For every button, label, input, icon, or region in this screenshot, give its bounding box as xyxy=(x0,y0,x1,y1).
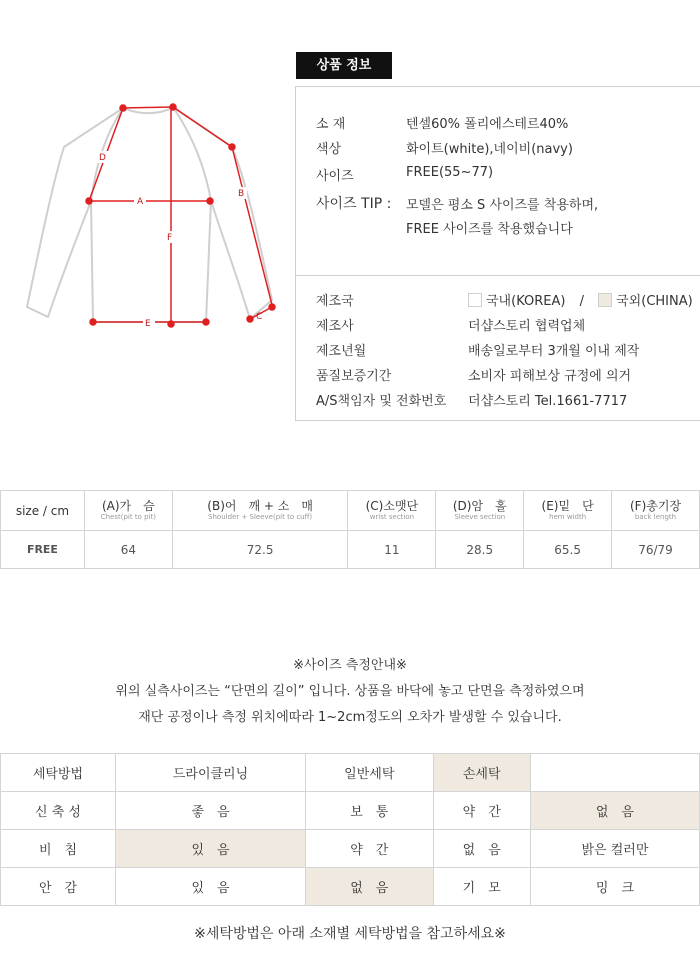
measure-lines xyxy=(86,104,275,327)
origin-separator: / xyxy=(579,294,584,309)
info-key-maker: 제조사 xyxy=(316,319,354,334)
col-label: (B)어 깨 + 소 매 xyxy=(207,499,313,513)
info-value-size-tip: 모델은 평소 S 사이즈를 착용하며, xyxy=(406,198,599,213)
care-cell: 기 모 xyxy=(433,868,530,906)
care-cell: 일반세탁 xyxy=(306,754,434,792)
origin-korea-checkbox xyxy=(468,293,482,307)
care-row-sheer xyxy=(1,830,700,868)
care-cell: 약 간 xyxy=(306,830,434,868)
col-label: (A)가 슴 xyxy=(101,499,155,513)
size-table xyxy=(0,490,700,569)
info-value-size-tip-2: FREE 사이즈를 착용했습니다 xyxy=(406,222,573,237)
origin-china-checkbox xyxy=(598,293,612,307)
size-value-shoulder-sleeve: 72.5 xyxy=(172,531,348,569)
size-col-wrist xyxy=(348,491,436,531)
col-sub: wrist section xyxy=(369,513,415,521)
care-row-stretch xyxy=(1,792,700,830)
care-label-sheer: 비 침 xyxy=(1,830,116,868)
care-cell-selected: 없 음 xyxy=(530,792,699,830)
origin-korea-label: 국내(KOREA) xyxy=(486,294,566,309)
care-cell: 좋 음 xyxy=(116,792,306,830)
label-c: C xyxy=(256,312,263,322)
size-col-chest xyxy=(84,491,172,531)
size-value-length: 76/79 xyxy=(612,531,700,569)
product-info-tag: 상품 정보 xyxy=(296,52,392,79)
care-cell-selected: 있 음 xyxy=(116,830,306,868)
size-value-hem: 65.5 xyxy=(524,531,612,569)
info-value-maker: 더샵스토리 협력업체 xyxy=(468,319,586,334)
garment-measurement-diagram xyxy=(0,95,290,340)
info-key-material: 소 재 xyxy=(316,117,346,132)
notice-line-2: 재단 공정이나 측정 위치에따라 1~2cm정도의 오차가 발생할 수 있습니다. xyxy=(138,710,562,725)
col-label: (F)총기장 xyxy=(630,499,682,513)
size-value-armhole: 28.5 xyxy=(436,531,524,569)
col-sub: Sleeve section xyxy=(454,513,506,521)
col-label: (D)암 홀 xyxy=(452,499,507,513)
size-col-length xyxy=(612,491,700,531)
size-row-label: FREE xyxy=(1,531,85,569)
care-table xyxy=(0,753,700,906)
size-col-shoulder-sleeve xyxy=(172,491,348,531)
size-value-wrist: 11 xyxy=(348,531,436,569)
care-row-wash xyxy=(1,754,700,792)
size-table-corner: size / cm xyxy=(1,491,85,531)
label-b: B xyxy=(238,189,245,199)
col-sub: hem width xyxy=(549,513,587,521)
col-label: (E)밑 단 xyxy=(541,499,594,513)
notice-line-1: 위의 실측사이즈는 “단면의 길이” 입니다. 상품을 바닥에 놓고 단면을 측정하였으며 xyxy=(115,684,585,699)
care-cell: 있 음 xyxy=(116,868,306,906)
info-value-date: 배송일로부터 3개월 이내 제작 xyxy=(468,344,640,359)
info-key-origin: 제조국 xyxy=(316,294,354,309)
info-divider xyxy=(296,275,700,276)
info-key-date: 제조년월 xyxy=(316,344,367,359)
label-d: D xyxy=(99,153,106,163)
care-cell: 밍 크 xyxy=(530,868,699,906)
notice-title: ※사이즈 측정안내※ xyxy=(293,658,407,673)
info-key-size: 사이즈 xyxy=(316,169,354,184)
sweater-outline xyxy=(27,107,272,322)
info-key-warranty: 품질보증기간 xyxy=(316,369,392,384)
col-sub: Shoulder + Sleeve(pit to cuff) xyxy=(208,513,313,521)
col-sub: Chest(pit to pit) xyxy=(100,513,156,521)
care-cell: 드라이클리닝 xyxy=(116,754,306,792)
info-value-color: 화이트(white),네이비(navy) xyxy=(406,142,573,157)
care-cell xyxy=(530,754,699,792)
info-value-material: 텐셀60% 폴리에스테르40% xyxy=(406,117,569,132)
care-cell-selected: 손세탁 xyxy=(433,754,530,792)
product-info-box xyxy=(295,86,700,421)
col-sub: back length xyxy=(634,513,677,521)
size-value-chest: 64 xyxy=(84,531,172,569)
care-cell: 없 음 xyxy=(433,830,530,868)
care-row-lining xyxy=(1,868,700,906)
info-key-as: A/S책임자 및 전화번호 xyxy=(316,394,447,409)
info-key-size-tip: 사이즈 TIP : xyxy=(316,196,392,212)
info-value-warranty: 소비자 피해보상 규정에 의거 xyxy=(468,369,632,384)
info-value-size: FREE(55~77) xyxy=(406,165,494,180)
col-label: (C)소맷단 xyxy=(365,499,419,513)
care-cell: 보 통 xyxy=(306,792,434,830)
size-table-header xyxy=(1,491,700,531)
size-col-hem xyxy=(524,491,612,531)
label-a: A xyxy=(137,197,144,207)
care-label-lining: 안 감 xyxy=(1,868,116,906)
info-value-as: 더샵스토리 Tel.1661-7717 xyxy=(468,394,628,409)
care-footer-note: ※세탁방법은 아래 소재별 세탁방법을 참고하세요※ xyxy=(194,926,506,942)
size-col-armhole xyxy=(436,491,524,531)
care-cell: 밝은 컬러만 xyxy=(530,830,699,868)
label-f: F xyxy=(167,233,173,243)
care-cell: 약 간 xyxy=(433,792,530,830)
label-e: E xyxy=(145,319,151,329)
info-key-color: 색상 xyxy=(316,142,342,157)
care-label-wash: 세탁방법 xyxy=(1,754,116,792)
care-cell-selected: 없 음 xyxy=(306,868,434,906)
origin-options xyxy=(468,290,693,309)
size-table-row xyxy=(1,531,700,569)
care-label-stretch: 신 축 성 xyxy=(1,792,116,830)
origin-china-label: 국외(CHINA) xyxy=(616,294,693,309)
